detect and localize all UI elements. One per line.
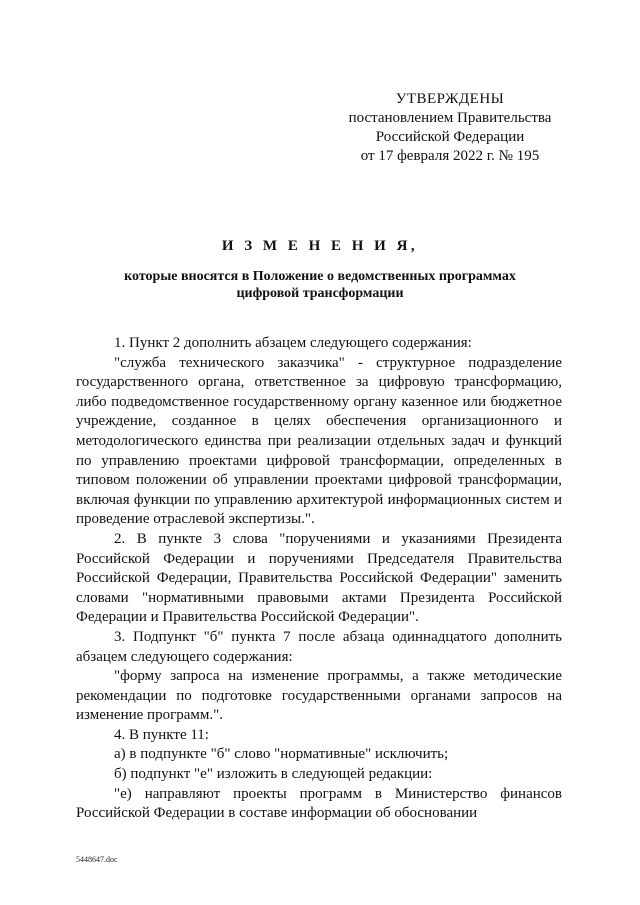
approval-title: УТВЕРЖДЕНЫ <box>395 91 505 107</box>
paragraph: а) в подпункте "б" слово "нормативные" исключить; <box>114 746 449 763</box>
document-body <box>76 334 562 824</box>
document-subtitle: цифровой трансформации <box>236 286 404 301</box>
approval-line: Российской Федерации <box>375 129 525 145</box>
approval-block <box>340 90 560 166</box>
document-heading <box>75 238 565 302</box>
approval-date-number: от 17 февраля 2022 г. № 195 <box>360 148 540 164</box>
paragraph: "служба технического заказчика" - структурное подразделение государственного органа, ответственное за цифровую трансформацию, либо подведомственное государственному органу казенное или бюджетное учреждение, созданное в целях обеспечения организационного и методологического единства при реализации отдельных задач и функций по управлению проектами цифровой трансформации, определенных в типовом положении об управлении проектами цифровой трансформации, включая функции по управлению архитектурой информационных систем и проведение отраслевой экспертизы.". <box>76 354 562 528</box>
document-title: И З М Е Н Е Н И Я, <box>221 238 419 254</box>
paragraph: "форму запроса на изменение программы, а также методические рекомендации по подготовке государственными органами запросов на изменение программ.". <box>76 668 562 724</box>
document-code: 5448647.doc <box>76 855 118 864</box>
paragraph: 4. В пункте 11: <box>114 726 209 743</box>
approval-line: постановлением Правительства <box>348 110 552 126</box>
paragraph: 1. Пункт 2 дополнить абзацем следующего содержания: <box>114 335 472 351</box>
document-subtitle: которые вносятся в Положение о ведомственных программах <box>124 269 516 284</box>
paragraph: 2. В пункте 3 слова "поручениями и указаниями Президента Российской Федерации и поручениями Председателя Правительства Российской Федерации, Правительства Российской Федерации" заменить словами "нормативными правовыми актами Президента Российской Федерации и Правительства Российской Федерации". <box>76 530 562 626</box>
paragraph: 3. Подпункт "б" пункта 7 после абзаца одиннадцатого дополнить абзацем следующего содержания: <box>76 628 562 665</box>
paragraph: "е) направляют проекты программ в Министерство финансов Российской Федерации в составе информации об обосновании <box>76 785 562 822</box>
paragraph: б) подпункт "е" изложить в следующей редакции: <box>114 766 433 783</box>
